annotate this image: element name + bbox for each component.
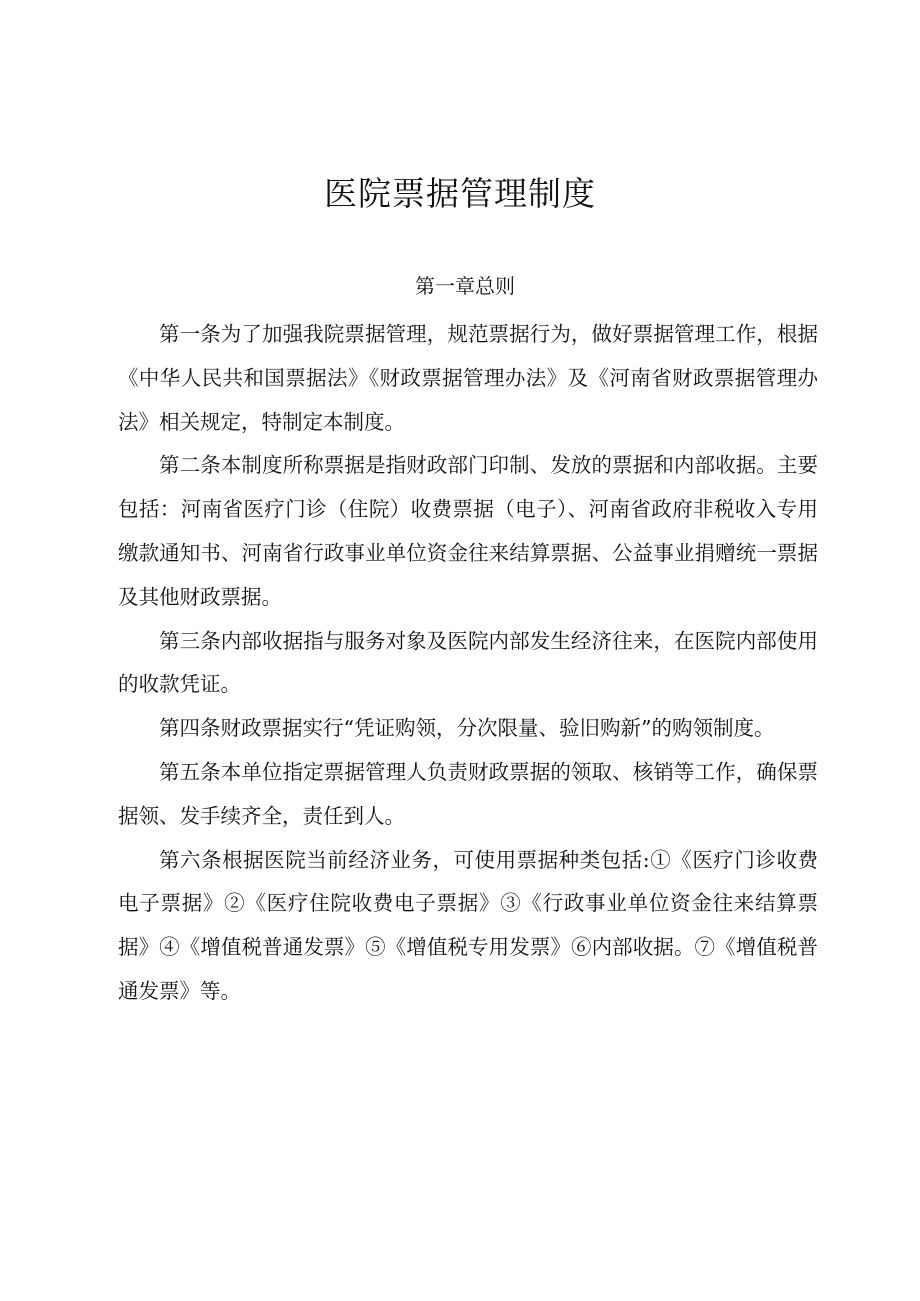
article-5: 第五条本单位指定票据管理人负责财政票据的领取、核销等工作，确保票据领、发手续齐全，责任到人。: [118, 759, 818, 828]
chapter-heading: 第一章总则: [415, 274, 515, 298]
article-1: 第一条为了加强我院票据管理，规范票据行为，做好票据管理工作，根据《中华人民共和国票据法》《财政票据管理办法》及《河南省财政票据管理办法》相关规定，特制定本制度。: [118, 322, 818, 434]
article-4: 第四条财政票据实行“凭证购领，分次限量、验旧购新”的购领制度。: [159, 716, 775, 741]
article-6: 第六条根据医院当前经济业务，可使用票据种类包括:①《医疗门诊收费电子票据》②《医疗住院收费电子票据》③《行政事业单位资金往来结算票据》④《增值税普通发票》⑤《增值税专用发票》⑥内部收据。⑦《增值税普通发票》等。: [118, 847, 818, 1003]
document-title: 医院票据管理制度: [324, 174, 596, 213]
article-2: 第二条本制度所称票据是指财政部门印制、发放的票据和内部收据。主要包括：河南省医疗门诊（住院）收费票据（电子）、河南省政府非税收入专用缴款通知书、河南省行政事业单位资金往来结算票据、公益事业捐赠统一票据及其他财政票据。: [118, 453, 818, 609]
article-3: 第三条内部收据指与服务对象及医院内部发生经济往来，在医院内部使用的收款凭证。: [118, 628, 818, 697]
document-body: [118, 313, 818, 1014]
